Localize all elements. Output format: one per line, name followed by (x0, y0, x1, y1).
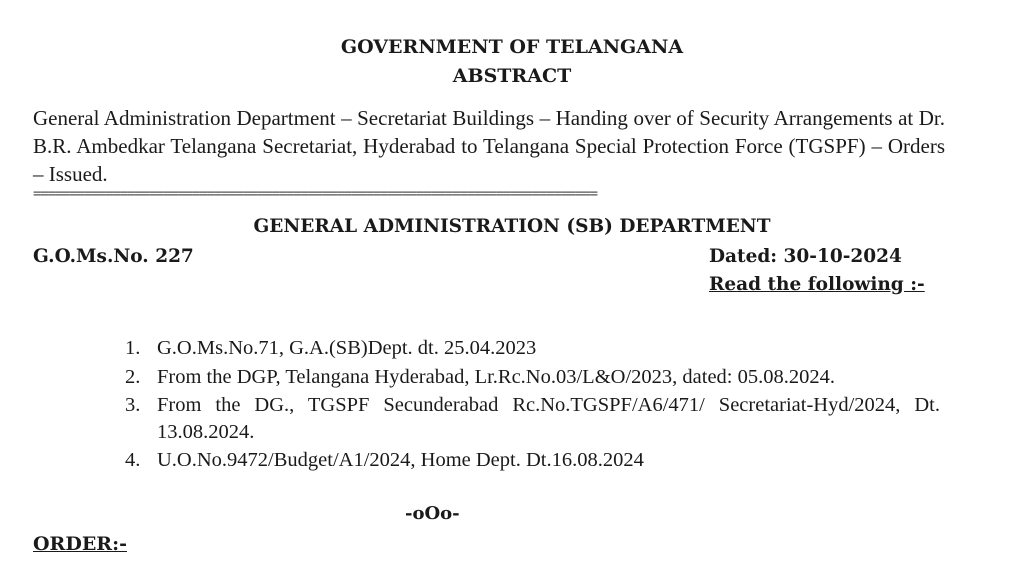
government-heading: GOVERNMENT OF TELANGANA (340, 36, 684, 58)
go-number: G.O.Ms.No. 227 (33, 246, 194, 267)
order-heading: ORDER:- (33, 533, 127, 555)
abstract-heading: ABSTRACT (452, 65, 572, 87)
reference-number: 4. (125, 449, 141, 471)
reference-number: 2. (125, 365, 141, 388)
reference-item (125, 392, 940, 445)
reference-text: From the DGP, Telangana Hyderabad, Lr.Rc.No.03/L&O/2023, dated: 05.08.2024. (157, 365, 835, 388)
reference-number: 3. (125, 394, 141, 416)
reference-text: G.O.Ms.No.71, G.A.(SB)Dept. dt. 25.04.2023 (157, 337, 537, 359)
reference-text: U.O.No.9472/Budget/A1/2024, Home Dept. Dt.16.08.2024 (157, 449, 644, 471)
department-heading: GENERAL ADMINISTRATION (SB) DEPARTMENT (253, 216, 771, 237)
references-list (125, 335, 940, 476)
subject-paragraph: General Administration Department – Secretariat Buildings – Handing over of Security Arrangements at Dr. B.R. Ambedkar Telangana Secretariat, Hyderabad to Telangana Special Protection Force (TGSPF) – Orders – Issued. (33, 106, 945, 186)
order-date: Dated: 30-10-2024 (709, 246, 902, 267)
reference-item (125, 364, 940, 391)
reference-number: 1. (125, 337, 141, 359)
separator-line: ============================================================================== (33, 186, 597, 202)
reference-item (125, 335, 940, 362)
divider-mark: -oOo- (405, 503, 460, 524)
reference-item (125, 447, 940, 474)
reference-text: From the DG., TGSPF Secunderabad Rc.No.TGSPF/A6/471/ Secretariat-Hyd/2024, Dt. 13.08.2024. (157, 394, 940, 443)
read-following-heading: Read the following :- (709, 274, 925, 295)
